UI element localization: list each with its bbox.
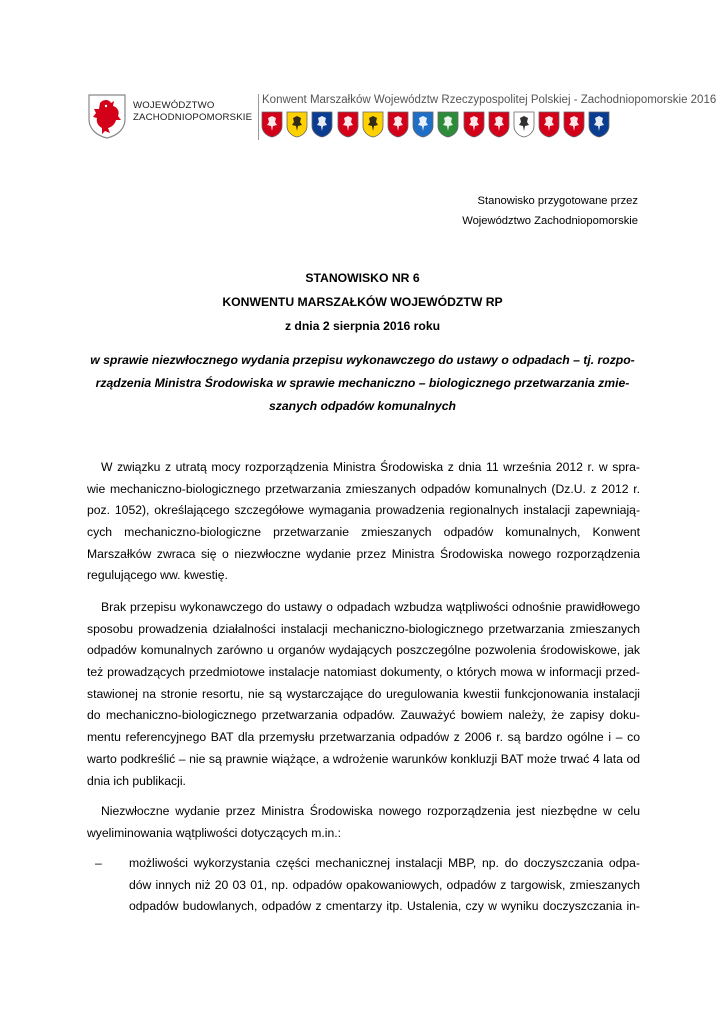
voivodeship-crest-icon: [286, 111, 308, 138]
prepared-by: [462, 192, 638, 231]
paragraph-line: W związku z utratą mocy rozporządzenia Ministra Środowiska z dnia 11 września 2012 r. w spra-: [101, 460, 640, 474]
title-line3: z dnia 2 sierpnia 2016 roku: [284, 319, 441, 333]
prepared-by-line2: Województwo Zachodniopomorskie: [462, 214, 638, 227]
voivodeship-crest-icon: [538, 111, 560, 138]
paragraph-1: [87, 457, 640, 587]
voivodeship-crests-row: [261, 111, 610, 138]
paragraph-line: dnia ich publikacji.: [87, 773, 186, 788]
paragraph-line: cych mechaniczno-biologiczne przetwarzanie zmieszanych odpadów komunalnych, Konwent: [87, 525, 640, 540]
voivodeship-crest-icon: [311, 111, 333, 138]
voivodeship-crest-icon: [337, 111, 359, 138]
paragraph-line: Niezwłoczne wydanie przez Ministra Środowiska nowego rozporządzenia jest niezbędne w celu: [101, 804, 640, 818]
title-line1: STANOWISKO NR 6: [305, 271, 420, 285]
paragraph-line: mentu referencyjnego BAT dla przemysłu przetwarzania odpadów z 2006 r. są bardzo ogólne i – co: [87, 730, 640, 745]
paragraph-line: poz. 1052), określającego szczegółowe wymagania prowadzenia regionalnych instalacji zapewniają-: [87, 503, 640, 518]
paragraph-line: odpadów komunalnych zarówno u organów wydających poszczególne pozwolenia środowiskowe, jak: [87, 643, 640, 658]
paragraph-line: wyeliminowania wątpliwości dotyczących m.in.:: [87, 825, 341, 840]
document-subject: [87, 349, 638, 418]
bullet-line: możliwości wykorzystania części mechanicznej instalacji MBP, np. do doczyszczania odpa-: [129, 856, 640, 870]
paragraph-line: regulującego ww. kwestię.: [87, 568, 228, 583]
paragraph-line: też prowadzących przedmiotowe instalacje natomiast dokumenty, o których mowa w informacji przed-: [87, 665, 640, 680]
region-name-line1: WOJEWÓDZTWO: [133, 100, 215, 111]
subject-line2: rządzenia Ministra Środowiska w sprawie mechaniczno – biologicznego przetwarzania zmie-: [95, 376, 630, 390]
voivodeship-crest-icon: [362, 111, 384, 138]
header-divider: [258, 94, 259, 140]
paragraph-line: Marszałków zwraca się o niezwłoczne wydanie przez Ministra Środowiska nowego rozporządzenia: [87, 546, 640, 561]
voivodeship-crest-icon: [387, 111, 409, 138]
prepared-by-line1: Stanowisko przygotowane przez: [477, 195, 638, 207]
bullet-line: dów innych niż 20 03 01, np. odpadów opakowaniowych, odpadów z targowisk, zmieszanych: [129, 877, 640, 892]
region-name: [133, 100, 252, 124]
griffin-coat-of-arms-icon: [87, 93, 127, 139]
paragraph-line: warto podkreślić – nie są prawnie wiążące, a wdrożenie warunków konkluzji BAT może trwać 4 lata od: [87, 751, 640, 766]
voivodeship-crest-icon: [412, 111, 434, 138]
paragraph-line: sposobu prowadzenia działalności instalacji mechaniczno-biologicznego przetwarzania zmieszanych: [87, 621, 640, 636]
letterhead: [0, 0, 725, 150]
region-name-line2: ZACHODNIOPOMORSKIE: [133, 112, 253, 123]
voivodeship-crest-icon: [513, 111, 535, 138]
konwent-title: Konwent Marszałków Województw Rzeczypospolitej Polskiej - Zachodniopomorskie 2016: [262, 94, 717, 106]
paragraph-line: wie mechaniczno-biologicznego przetwarzania zmieszanych odpadów komunalnych (Dz.U. z 2012 r.: [87, 481, 640, 496]
voivodeship-crest-icon: [563, 111, 585, 138]
paragraph-line: Brak przepisu wykonawczego do ustawy o odpadach wzbudza wątpliwości odnośnie prawidłowego: [101, 600, 640, 614]
paragraph-3: [87, 801, 640, 844]
paragraph-line: do mechaniczno-biologicznego przetwarzania odpadów. Zauważyć bowiem należy, że zapisy doku-: [87, 708, 640, 723]
voivodeship-crest-icon: [488, 111, 510, 138]
dash-bullet-icon: –: [95, 856, 102, 870]
document-title: [87, 266, 638, 338]
bullet-line: odpadów budowlanych, odpadów z cmentarzy itp. Ustalenia, czy w wyniku doczyszczania in-: [129, 899, 640, 914]
subject-line1: w sprawie niezwłocznego wydania przepisu wykonawczego do ustawy o odpadach – tj. rozpo-: [90, 353, 635, 367]
voivodeship-crest-icon: [588, 111, 610, 138]
subject-line3: szanych odpadów komunalnych: [269, 399, 456, 413]
paragraph-2: [87, 597, 640, 792]
paragraph-line: stawionej na stronie resortu, nie są wystarczające do uregulowania kwestii funkcjonowania instalacji: [87, 686, 640, 701]
voivodeship-crest-icon: [437, 111, 459, 138]
voivodeship-crest-icon: [463, 111, 485, 138]
title-line2: KONWENTU MARSZAŁKÓW WOJEWÓDZTW RP: [222, 295, 503, 309]
voivodeship-crest-icon: [261, 111, 283, 138]
